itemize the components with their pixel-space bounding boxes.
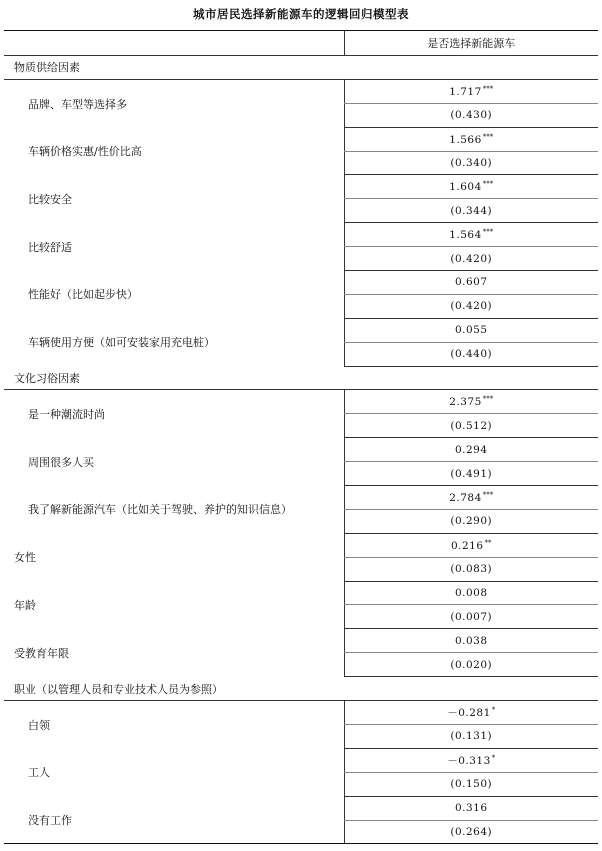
table-row bbox=[4, 223, 598, 247]
variable-label: 是一种潮流时尚 bbox=[28, 408, 105, 422]
coefficient-cell bbox=[344, 581, 598, 605]
variable-label: 没有工作 bbox=[4, 796, 344, 844]
significance-stars: * bbox=[491, 705, 496, 714]
coefficient-cell bbox=[344, 318, 598, 342]
variable-label: 年龄 bbox=[14, 598, 36, 612]
section-row bbox=[4, 56, 598, 80]
table-row bbox=[4, 629, 598, 653]
table-row bbox=[4, 533, 598, 557]
coefficient-value: 0.294 bbox=[454, 443, 488, 456]
standard-error-value: (0.440) bbox=[344, 342, 598, 366]
standard-error-value: (0.420) bbox=[344, 294, 598, 318]
coefficient-cell bbox=[344, 486, 598, 510]
coefficient-cell bbox=[344, 796, 598, 820]
variable-label: 比较安全 bbox=[28, 192, 72, 206]
coefficient-cell bbox=[344, 748, 598, 772]
coefficient-cell bbox=[344, 629, 598, 653]
coefficient-cell bbox=[344, 127, 598, 151]
coefficient-value: 0.055 bbox=[454, 324, 488, 337]
coefficient-cell bbox=[344, 223, 598, 247]
coefficient-value: 2.375 bbox=[449, 396, 482, 409]
standard-error-value: (0.131) bbox=[344, 724, 598, 748]
significance-stars: *** bbox=[482, 490, 494, 499]
column-header: 是否选择新能源车 bbox=[344, 31, 598, 56]
table-header-row bbox=[4, 31, 598, 56]
standard-error-value: (0.020) bbox=[344, 653, 598, 677]
table-row bbox=[4, 79, 598, 103]
variable-label: 品牌、车型等选择多 bbox=[28, 97, 127, 111]
table-row bbox=[4, 318, 598, 342]
section-row bbox=[4, 677, 598, 701]
coefficient-cell bbox=[344, 390, 598, 414]
table-row bbox=[4, 438, 598, 462]
section-label: 文化习俗因素 bbox=[4, 366, 598, 390]
standard-error-value: (0.344) bbox=[344, 199, 598, 223]
variable-label: 车辆使用方便（如可安装家用充电桩） bbox=[28, 336, 215, 350]
standard-error-value: (0.491) bbox=[344, 462, 598, 486]
standard-error-value: (0.264) bbox=[344, 820, 598, 844]
standard-error-value: (0.007) bbox=[344, 605, 598, 629]
coefficient-value: 0.008 bbox=[454, 587, 488, 600]
coefficient-cell bbox=[344, 175, 598, 199]
coefficient-value: 1.717 bbox=[449, 85, 482, 98]
table-row bbox=[4, 486, 598, 510]
coefficient-value: 2.784 bbox=[449, 491, 482, 504]
table-row bbox=[4, 748, 598, 772]
coefficient-cell bbox=[344, 79, 598, 103]
regression-table-body bbox=[4, 31, 598, 844]
coefficient-value: －0.313 bbox=[447, 754, 491, 767]
significance-stars: ** bbox=[484, 538, 492, 547]
coefficient-value: 0.316 bbox=[454, 802, 488, 815]
table-row bbox=[4, 701, 598, 725]
coefficient-cell bbox=[344, 701, 598, 725]
standard-error-value: (0.083) bbox=[344, 557, 598, 581]
table-row bbox=[4, 271, 598, 295]
standard-error-value: (0.340) bbox=[344, 151, 598, 175]
coefficient-cell bbox=[344, 533, 598, 557]
coefficient-value: 1.564 bbox=[449, 229, 482, 242]
table-row bbox=[4, 390, 598, 414]
variable-label: 周围很多人买 bbox=[28, 455, 94, 469]
coefficient-value: 1.604 bbox=[449, 181, 482, 194]
header-blank-cell bbox=[4, 31, 344, 56]
variable-label: 工人 bbox=[28, 766, 50, 780]
significance-stars: *** bbox=[482, 395, 494, 404]
variable-label: 女性 bbox=[14, 551, 36, 565]
section-row bbox=[4, 366, 598, 390]
standard-error-value: (0.290) bbox=[344, 509, 598, 533]
standard-error-value: (0.512) bbox=[344, 414, 598, 438]
coefficient-cell bbox=[344, 438, 598, 462]
section-label: 职业（以管理人员和专业技术人员为参照） bbox=[4, 677, 598, 701]
table-row bbox=[4, 581, 598, 605]
significance-stars: *** bbox=[482, 228, 494, 237]
standard-error-value: (0.420) bbox=[344, 247, 598, 271]
table-row bbox=[4, 175, 598, 199]
coefficient-cell bbox=[344, 271, 598, 295]
significance-stars: *** bbox=[482, 84, 494, 93]
table-row bbox=[4, 127, 598, 151]
variable-label: 我了解新能源汽车（比如关于驾驶、养护的知识信息） bbox=[28, 503, 292, 517]
significance-stars: * bbox=[491, 753, 496, 762]
significance-stars: *** bbox=[482, 180, 494, 189]
significance-stars: *** bbox=[482, 132, 494, 141]
coefficient-value: 0.607 bbox=[454, 276, 488, 289]
standard-error-value: (0.150) bbox=[344, 772, 598, 796]
variable-label: 白领 bbox=[28, 718, 50, 732]
variable-label: 车辆价格实惠/性价比高 bbox=[28, 145, 142, 159]
variable-label: 受教育年限 bbox=[14, 646, 69, 660]
variable-label: 比较舒适 bbox=[28, 240, 72, 254]
table-title: 城市居民选择新能源车的逻辑回归模型表 bbox=[193, 7, 409, 21]
coefficient-value: 0.216 bbox=[450, 539, 484, 552]
section-label: 物质供给因素 bbox=[4, 56, 598, 80]
regression-table bbox=[4, 30, 598, 844]
table-row bbox=[4, 796, 598, 820]
coefficient-value: 0.038 bbox=[454, 634, 488, 647]
standard-error-value: (0.430) bbox=[344, 103, 598, 127]
variable-label: 性能好（比如起步快） bbox=[28, 288, 138, 302]
coefficient-value: －0.281 bbox=[447, 706, 491, 719]
coefficient-value: 1.566 bbox=[449, 133, 482, 146]
